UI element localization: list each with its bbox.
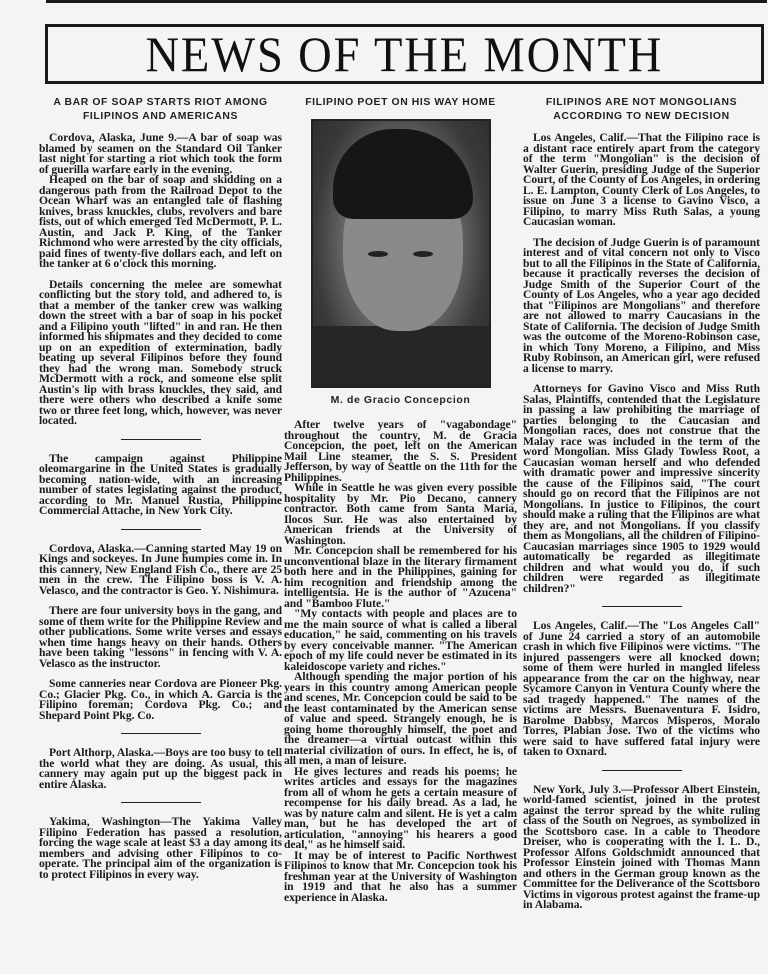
article-paragraph: "My contacts with people and places are to me the main source of what is called a liberal education," he said, commenting on his travels by every conceivable manner. "The American epoch of my life could never be estimated in its kaleidoscope variety and riches." bbox=[284, 607, 517, 673]
article-paragraph: He gives lectures and reads his poems; he writes articles and essays for the magazines from all of whom he gets a certain measure of recompense for his daily bread. As a lad, he was by nature calm and silent. He is yet a calm man, but he has developed the art of articulation, "annoying" his hearers a good deal," as he himself said. bbox=[284, 764, 517, 851]
article-paragraph: New York, July 3.—Professor Albert Einstein, world-famed scientist, joined in the protest against the terror spread by the white ruling class of the South on Negroes, as symbolized in the Scottsboro case. In a cable to Theodore Dreiser, who is cooperating with the I. L. D., Professor Alfons Goldschmidt announced that Professor Einstein joined with Thomas Mann and others in the German group known as the Committee for the Deliverance of the Scottsboro Victims in vigorous protest against the frame-up in Alabama. bbox=[523, 782, 760, 911]
separator-rule bbox=[602, 770, 682, 771]
article-paragraph: Yakima, Washington—The Yakima Valley Filipino Federation has passed a resolution, forcing the wage scale at least $3 a day among its members and advising other Filipinos to co-operate. The principal aim of the organization is to protect Filipinos in every way. bbox=[39, 815, 282, 881]
article-paragraph: Cordova, Alaska.—Canning started May 19 on Kings and sockeyes. In June humpies come in. In this cannery, New England Fish Co., there are 25 men in the crew. The Filipino boss is V. A. Velasco, and the contractor is Geo. Y. Nishimura. bbox=[39, 541, 282, 597]
article-paragraph: Attorneys for Gavino Visco and Miss Ruth Salas, Plaintiffs, contended that the Legislature in passing a law prohibiting the marriage of parties belonging to the Caucasian and Mongolian races, does not construe that the Malay race was included in the term of the word Mongolian. Miss Glady Towless Root, a Caucasian woman herself and who defended with dramatic power and impressive sincerity the cause of the Filipinos said, "The court should go on record that the Filipinos are not Mongolians. In justice to Filipinos, the court should make a ruling that the Filipinos are what they are, and not Mongolians. If you classify them as Mongolians, all the children of Filipino-Caucasian marriages since 1905 to 1929 would automatically be regarded as illegitimate children and what would you do, if such children were regarded as illegitimate children?" bbox=[523, 382, 760, 595]
article-paragraph: While in Seattle he was given every possible hospitality by Mr. Pio Decano, cannery contractor. Both came from Santa Maria, Ilocos Sur. He was also entertained by American friends at the University of Washington. bbox=[284, 481, 517, 547]
portrait-photo bbox=[311, 119, 491, 388]
article-paragraph: The decision of Judge Guerin is of paramount interest and of vital concern not only to Visco but to all the Filipinos in the State of California, because it practically reverses the decision of Judge Smith of the Superior Court of the County of Los Angeles, who a year ago decided that "Filipinos are Mongolians" and therefore are not allowed to marry Caucasians in the State of California. The decision of Judge Smith was the outcome of the Moreno-Robinson case, in which Tony Moreno, a Filipino, and Miss Ruby Robinson, an American girl, were refused a license to marry. bbox=[523, 235, 760, 375]
article-paragraph: Some canneries near Cordova are Pioneer Pkg. Co.; Glacier Pkg. Co., in which A. Garcia is the Filipino foreman; Cordova Pkg. Co.; and Shepard Point Pkg. Co. bbox=[39, 677, 282, 722]
column-left bbox=[39, 96, 282, 880]
article-paragraph: The campaign against Philippine oleomargarine in the United States is gradually becoming nation-wide, with an increasing number of states legislating against the product, according to Mr. Manuel Rustia, Philippine Commercial Attache, in New York City. bbox=[39, 451, 282, 517]
article-paragraph: Cordova, Alaska, June 9.—A bar of soap was blamed by seamen on the Standard Oil Tanker last night for starting a riot which took the form of guerilla warfare early in the evening. bbox=[39, 131, 282, 176]
separator-rule bbox=[121, 802, 201, 803]
separator-rule bbox=[121, 529, 201, 530]
page-title: NEWS OF THE MONTH bbox=[145, 26, 664, 82]
article-paragraph: It may be of interest to Pacific Northwest Filipinos to know that Mr. Concepcion took his freshman year at the University of Washington in 1919 and that he also has a summer experience in Alaska. bbox=[284, 848, 517, 904]
article-paragraph: After twelve years of "vagabondage" throughout the country, M. de Gracia Concepcion, the poet, left on the American Mail Line steamer, the S. S. President Jefferson, by way of Seattle on the 11th for the Philippines. bbox=[284, 418, 517, 484]
masthead-box bbox=[45, 24, 764, 84]
article-paragraph: Los Angeles, Calif.—That the Filipino race is a distant race entirely apart from the category of the term "Mongolian" is the decision of Walter Guerin, presiding Judge of the Superior Court, of the County of Los Angeles, in ordering L. E. Lampton, County Clerk of Los Angeles, to issue on June 3 a license to Gavino Visco, a Filipino, to marry Miss Ruth Salas, a young Caucasian woman. bbox=[523, 131, 760, 228]
article-paragraph: Although spending the major portion of his years in this country among American people and scenes, Mr. Concepcion could be said to be the least contaminated by the American sense of value and speed. Strangely enough, he is going home thoroughly himself, the poet and the dreamer—a virtual outcast within this material civilization of ours. In effect, he is, of all men, a man of leisure. bbox=[284, 670, 517, 767]
separator-rule bbox=[602, 606, 682, 607]
separator-rule bbox=[121, 733, 201, 734]
article-paragraph: Mr. Concepcion shall be remembered for his unconventional blaze in the literary firmament both here and in the Philippines, gaining for him recognition and friendship among the intelligentsia. He is the author of "Azucena" and "Bamboo Flute." bbox=[284, 544, 517, 610]
column-right bbox=[523, 96, 760, 911]
article-paragraph: Heaped on the bar of soap and skidding on a dangerous path from the Railroad Depot to the Ocean Wharf was an entangled tale of flashing knives, brass knuckles, clubs, revolvers and bare fists, out of which emerged Ted McDermott, P. L. Austin, and Jack P. King, of the Tanker Richmond who were arrested by the city officials, paid fines of twenty-five dollars each, and left on the tanker at 6 o'clock this morning. bbox=[39, 173, 282, 270]
article-paragraph: Port Althorp, Alaska.—Boys are too busy to tell the world what they are doing. As usual, this cannery may again put up the biggest pack in entire Alaska. bbox=[39, 746, 282, 791]
separator-rule bbox=[121, 439, 201, 440]
headline-poet: FILIPINO POET ON HIS WAY HOME bbox=[305, 97, 496, 108]
top-rule bbox=[46, 0, 767, 3]
photo-caption: M. de Gracio Concepcion bbox=[330, 394, 471, 406]
article-paragraph: Los Angeles, Calif.—The "Los Angeles Call" of June 24 carried a story of an automobile crash in which five Filipinos were victims. "The injured passengers were all knocked down; some of them were hurled in mangled lifeless appearance from the car on the highway, near Sycamore Canyon in Ventura County where the sad tragedy happened." The names of the victims are Messrs. Buenaventura F. Isidro, Barolme Dabbsy, Marcos Misperos, Moralo Torres, Plabian Jose. Two of the victims who were said to have suffered fatal injury were taken to Oxnard. bbox=[523, 619, 760, 758]
headline-mongolians: FILIPINOS ARE NOT MONGOLIANS ACCORDING TO NEW DECISION bbox=[545, 97, 738, 122]
article-paragraph: Details concerning the melee are somewhat conflicting but the story told, and adhered to, is that a member of the tanker crew was walking down the street with a bar of soap in his pocket and a Filipino youth "lifted" in and ran. He then informed his shipmates and they decided to come up on an expedition of extermination, badly beating up several Filipinos before they found they had the wrong man. Somebody struck McDermott with a rock, and someone else split Austin's lip with brass knuckles, they said, and there were others who described a knife some two or three feet long, which, however, was never located. bbox=[39, 277, 282, 427]
headline-soap-riot: A BAR OF SOAP STARTS RIOT AMONG FILIPINOS AND AMERICANS bbox=[53, 97, 268, 122]
column-middle bbox=[284, 96, 517, 903]
article-paragraph: There are four university boys in the gang, and some of them write for the Philippine Review and other publications. Some write verses and essays when time hangs heavy on their hands. Others have been taking "lessons" in fencing with V. A. Velasco as the instructor. bbox=[39, 604, 282, 670]
